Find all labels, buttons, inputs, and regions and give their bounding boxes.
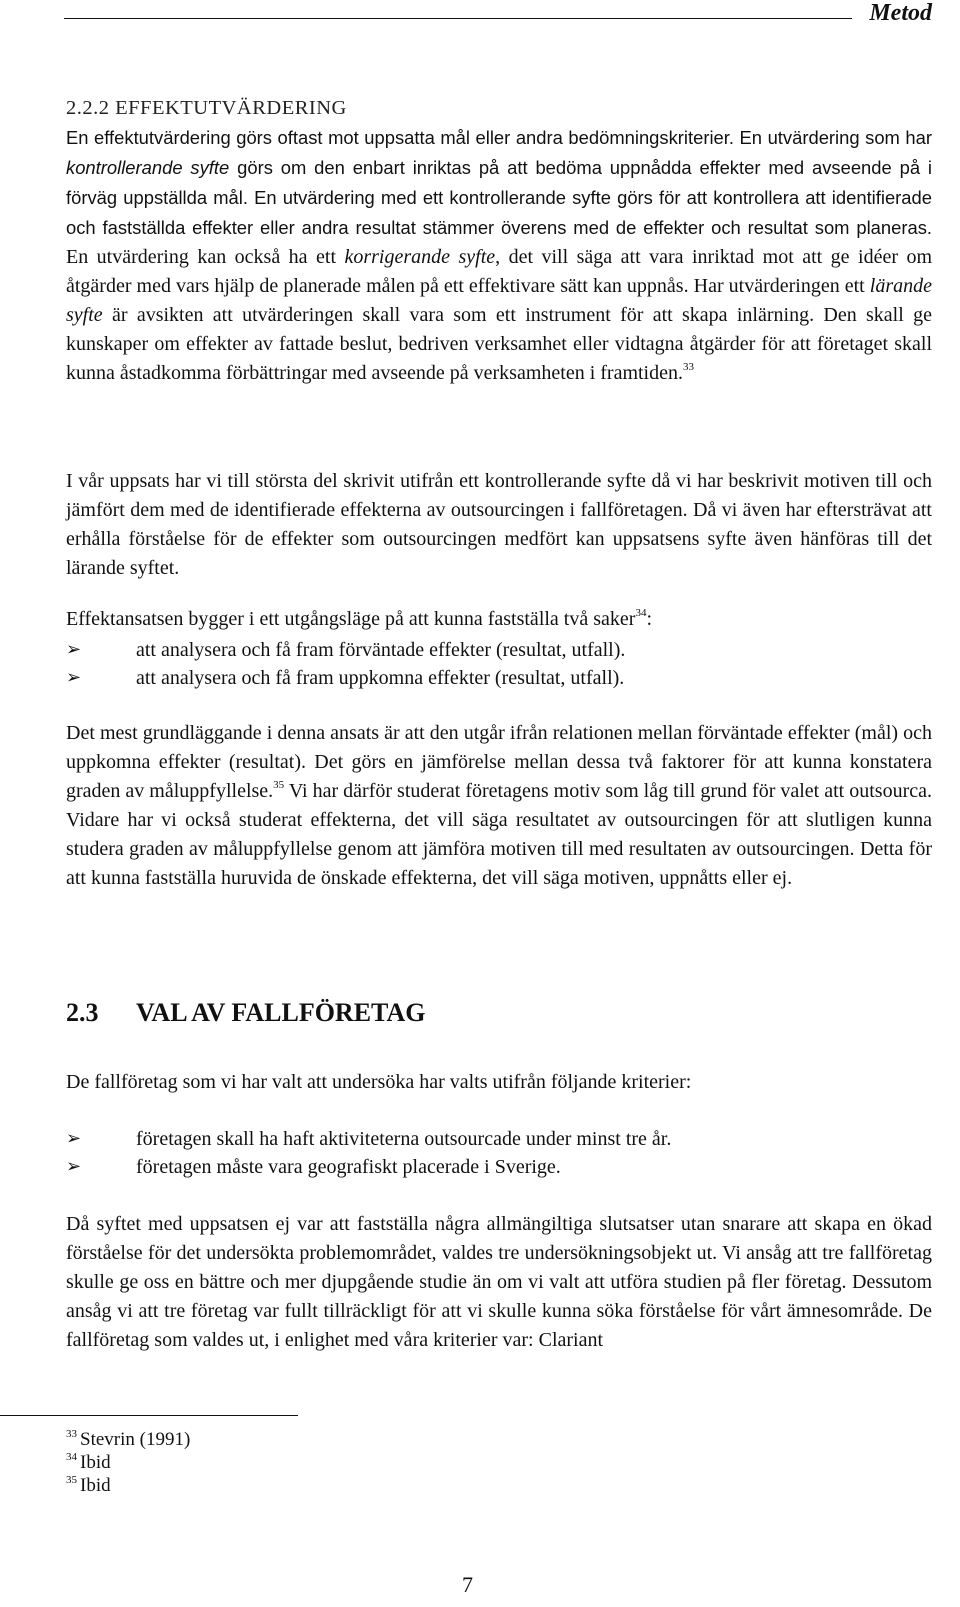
footnote-number: 34 (66, 1451, 77, 1463)
arrow-bullet-icon: ➢ (66, 667, 82, 688)
paragraph-3 (66, 605, 932, 634)
footnote-text: Ibid (80, 1452, 111, 1473)
section-heading: 2.2.2 EFFEKTUTVÄRDERING (66, 97, 347, 119)
bullet-list (66, 1125, 932, 1181)
paragraph-6 (66, 1210, 932, 1355)
footnote-ref: 34 (635, 607, 647, 619)
paragraph-text: I vår uppsats har vi till största del skrivit utifrån ett kontrollerande syfte då vi har beskrivit motiven till och jämfört dem med de identifierade effekterna av outsourcingen i fallföretagen. Då vi även har eftersträvat att erhålla förståelse för de effekter som outsourcingen medfört kan uppsatsens syfte även hänföras till det lärande syftet. (66, 470, 932, 579)
list-item (66, 664, 932, 692)
list-item (66, 1125, 932, 1153)
text-run: görs om den enbart inriktas på att bedöma uppnådda effekter med avseende på i förväg uppställda mål. En utvärdering med ett kontrollerande syfte görs för att kontrollera att identifierade och fastställda effekter eller andra resultat stämmer överens med de effekter och resultat som planeras. (66, 157, 932, 238)
footnote (66, 1451, 190, 1474)
paragraph-text: Då syftet med uppsatsen ej var att fastställa några allmängiltiga slutsatser utan snarare att skapa en ökad förståelse för det undersökta problemområdet, valdes tre undersökningsobjekt ut. Vi ansåg att tre fallföretag skulle ge oss en bättre och mer djupgående studie än om vi valt att utföra studien på fler företag. Dessutom ansåg vi att tre företag var fullt tillräckligt för att vi skulle kunna söka förståelse för vårt ämnesområde. De fallföretag som valdes ut, i enlighet med våra kriterier var: Clariant (66, 1213, 932, 1351)
paragraph-4 (66, 719, 932, 893)
italic-term: korrigerande syfte (344, 246, 496, 268)
italic-term: lärande syfte (66, 275, 932, 326)
paragraph-2 (66, 467, 932, 583)
text-run: , det vill säga att vara inriktad mot att ge idéer om åtgärder med vars hjälp de planerade målen på ett effektivare sätt kan uppnås. Har utvärderingen ett (66, 246, 933, 297)
running-header: Metod (869, 0, 932, 26)
section-heading-2-3 (66, 998, 425, 1028)
header-rule (64, 18, 852, 19)
text-run: : (646, 608, 652, 630)
list-item-text: att analysera och få fram uppkomna effekter (resultat, utfall). (136, 667, 625, 689)
paragraph-5 (66, 1068, 932, 1097)
footnote-ref: 33 (683, 361, 694, 373)
section-2-2-2 (66, 94, 932, 388)
arrow-bullet-icon: ➢ (66, 1128, 82, 1149)
section-title: VAL AV FALLFÖRETAG (136, 998, 426, 1027)
text-run: Det mest grundläggande i denna ansats är att den utgår ifrån relationen mellan förväntade effekter (mål) och uppkomna effekter (resultat). Det görs en jämförelse mellan dessa två faktorer för att kunna konstatera graden av måluppfyllelse. (66, 722, 932, 802)
text-run: En effektutvärdering görs oftast mot uppsatta mål eller andra bedömningskriterier. En utvärdering som har (66, 127, 932, 148)
list-item (66, 1153, 932, 1181)
footnote-number: 33 (66, 1428, 77, 1440)
paragraph-1 (66, 123, 932, 388)
section-number: 2.3 (66, 998, 99, 1027)
arrow-bullet-icon: ➢ (66, 639, 82, 660)
list-item-text: företagen skall ha haft aktiviteterna outsourcade under minst tre år. (136, 1128, 672, 1150)
footnote-text: Ibid (80, 1475, 111, 1496)
footnote-ref: 35 (273, 779, 285, 791)
list-item (66, 636, 932, 664)
text-run: är avsikten att utvärderingen skall vara som ett instrument för att skapa inlärning. Den skall ge kunskaper om effekter av fattade beslut, bedriven verksamhet eller vidtagna åtgärder för att företaget skall kunna åstadkomma förbättringar med avseende på verksamheten i framtiden. (66, 304, 932, 384)
footnote-rule (0, 1415, 298, 1416)
text-run: Vi har därför studerat företagens motiv som låg till grund för valet att outsourca. Vidare har vi också studerat effekterna, det vill säga resultatet av outsourcingen för att slutligen kunna studera graden av måluppfyllelse genom att jämföra motiven till med resultaten av outsourcingen. Detta för att kunna fastställa huruvida de önskade effekterna, det vill säga motiven, uppnåtts eller ej. (66, 780, 932, 889)
italic-term: kontrollerande syfte (66, 157, 230, 178)
footnote-number: 35 (66, 1474, 77, 1486)
bullet-list (66, 636, 932, 692)
list-item-text: företagen måste vara geografiskt placerade i Sverige. (136, 1156, 561, 1178)
footnote-text: Stevrin (1991) (80, 1429, 191, 1450)
page-number: 7 (462, 1572, 473, 1597)
text-run: Effektansatsen bygger i ett utgångsläge på att kunna fastställa två saker (66, 608, 636, 630)
text-run: En utvärdering kan också ha ett (66, 246, 345, 268)
footnote (66, 1428, 190, 1451)
paragraph-text: De fallföretag som vi har valt att undersöka har valts utifrån följande kriterier: (66, 1071, 692, 1093)
arrow-bullet-icon: ➢ (66, 1156, 82, 1177)
footnotes (66, 1428, 190, 1497)
list-item-text: att analysera och få fram förväntade effekter (resultat, utfall). (136, 639, 626, 661)
footnote (66, 1474, 190, 1497)
